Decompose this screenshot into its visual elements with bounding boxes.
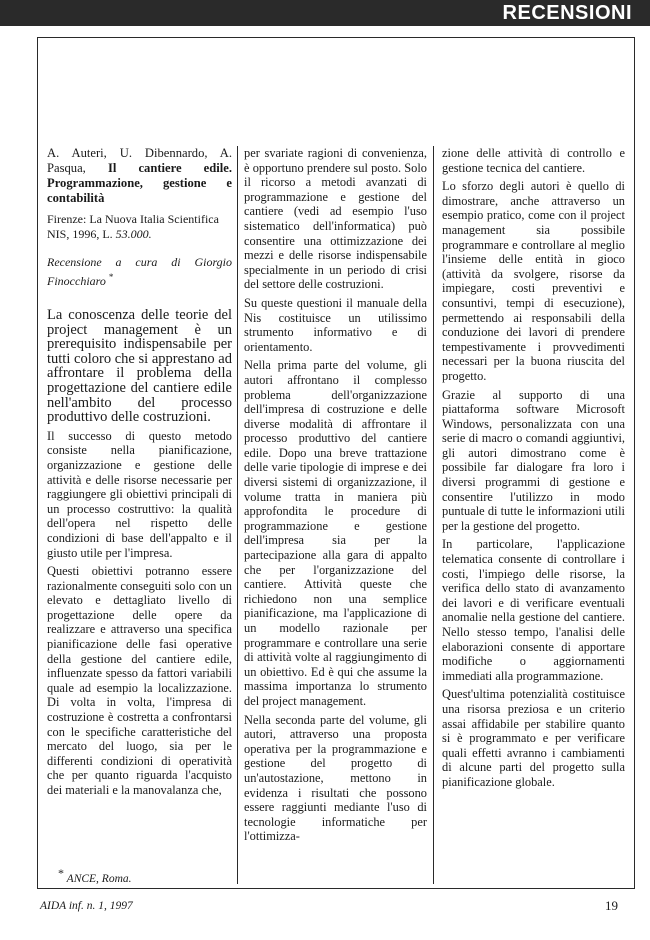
footnote-mark: * (58, 866, 64, 880)
header-bar (0, 0, 650, 26)
review-credit (47, 255, 232, 288)
paragraph: per svariate ragioni di convenienza, è opportuno prendere sul posto. Solo il ricorso a metodi avanzati di programmazione e gestione del cantiere (vedi ad esempio l'uso sistematico dell'informatica) può consentire una ottimizzazione dei mezzi e delle risorse indispensabile specialmente in un periodo di crisi del settore delle costruzioni. (244, 146, 427, 292)
paragraph: In particolare, l'applicazione telematica consente di controllare i costi, l'impiego delle risorse, la verifica dello stato di avanzamento dei lavori e di verificare eventuali anomalie nella gestione del cantiere. Nello stesso tempo, l'analisi delle elaborazioni consente di apportare modifiche o aggiornamenti immediati alla programmazione. (442, 537, 625, 683)
footnote-mark: * (108, 271, 114, 282)
footnote (58, 866, 132, 885)
footnote-text: ANCE, Roma. (66, 872, 132, 885)
paragraph: zione delle attività di controllo e gestione tecnica del cantiere. (442, 146, 625, 175)
book-publisher (47, 212, 232, 241)
paragraph: Quest'ultima potenzialità costituisce una risorsa preziosa e un criterio assai affidabile per stabilire quanto si è programmato e per verificare quali effetti avranno i cambiamenti di alcune parti del progetto sulla pianificazione globale. (442, 687, 625, 789)
paragraph: Nella seconda parte del volume, gli autori, attraverso una proposta operativa per la programmazione e gestione del progetto di un'autostazione, mettono in evidenza i risultati che possono essere raggiunti mediante l'uso di tecnologie informatiche per l'ottimizza- (244, 712, 427, 844)
column-divider (433, 146, 434, 884)
page-number: 19 (605, 898, 618, 913)
column-1 (47, 146, 232, 802)
paragraph: Su queste questioni il manuale della Nis costituisce un utilissimo strumento informativo e di orientamento. (244, 295, 427, 354)
section-title: RECENSIONI (502, 2, 632, 24)
publisher-line-1: Firenze: La Nuova Italia Scientifica (47, 212, 219, 226)
book-authors: A. Auteri, U. Dibennardo, A. Pasqua, (47, 146, 232, 175)
column-2 (244, 146, 427, 848)
paragraph: Lo sforzo degli autori è quello di dimostrare, anche attraverso un esempio pratico, come con il project management sia possibile programmare e controllare al meglio l'insieme delle entità in gioco (attività da svolgere, risorse da impiegare, costi preventivi e consuntivi, tempi di esecuzione), permettendo ai responsabili della conduzione dei lavori di prendere tempestivamente i provvedimenti necessari per la buona riuscita del progetto. (442, 179, 625, 383)
paragraph: Grazie al supporto di una piattaforma software Microsoft Windows, personalizzata con una serie di macro o comandi aggiuntivi, gli autori dimostrano come è possibile far dialogare fra loro i diversi programmi di gestione e consentire l'utilizzo in modo puntuale di tutte le informazioni utili per la gestione del progetto. (442, 387, 625, 533)
column-divider (237, 146, 238, 884)
book-title: Il cantiere edile. Programmazione, gestione e contabilità (47, 161, 232, 205)
publisher-line-2: NIS, 1996, L. (47, 226, 113, 241)
paragraph: La conoscenza delle teorie del project management è un prerequisito indispensabile per tutti coloro che si apprestano ad affrontare il problema della progettazione del cantiere edile nell'ambito del processo produttivo delle costruzioni. (47, 307, 232, 426)
journal-reference: AIDA inf. n. 1, 1997 (40, 900, 133, 912)
review-line: Recensione a cura di Giorgio Finocchiaro (47, 255, 232, 288)
paragraph: Nella prima parte del volume, gli autori affrontano il complesso problema dell'organizzazione dell'impresa di costruzione e delle diverse modalità di affrontare il processo produttivo del cantiere edile. Dopo una breve trattazione delle varie tipologie di imprese e dei diversi sistemi di organizzazione, il volume tratta in maniera più approfondita le procedure di programmazione e gestione dell'impresa sia per la partecipazione alla gara di appalto che per l'organizzazione del cantiere. Attività queste che richiedono non una semplice pianificazione, ma l'applicazione di un modello razionale per programmare e controllare una serie di attività volte al raggiungimento di un obiettivo. Ed è qui che assume la massima importanza lo strumento del project management. (244, 358, 427, 708)
paragraph: Il successo di questo metodo consiste nella pianificazione, organizzazione e gestione delle attività e delle risorse necessarie per raggiungere gli obiettivi principali di un processo costruttivo: la qualità dell'opera nel rispetto delle condizioni di base dell'appalto e il giusto utile per l'impresa. (47, 428, 232, 560)
paragraph: Questi obiettivi potranno essere razionalmente conseguiti solo con un elevato e dettagliato livello di progettazione delle opere da realizzare e attraverso una specifica pianificazione delle fasi operative della gestione del cantiere edile, influenzate spesso da fattori variabili quale ad esempio la localizzazione. Di volta in volta, l'impresa di costruzione è costretta a confrontarsi con le specifiche caratteristiche del mercato del luogo, sia per le differenti condizioni di operatività che per quanto riguarda l'acquisto dei materiali e la manovalanza che, (47, 564, 232, 797)
column-3 (442, 146, 625, 794)
book-citation (47, 146, 232, 206)
book-price: 53.000. (115, 226, 152, 241)
